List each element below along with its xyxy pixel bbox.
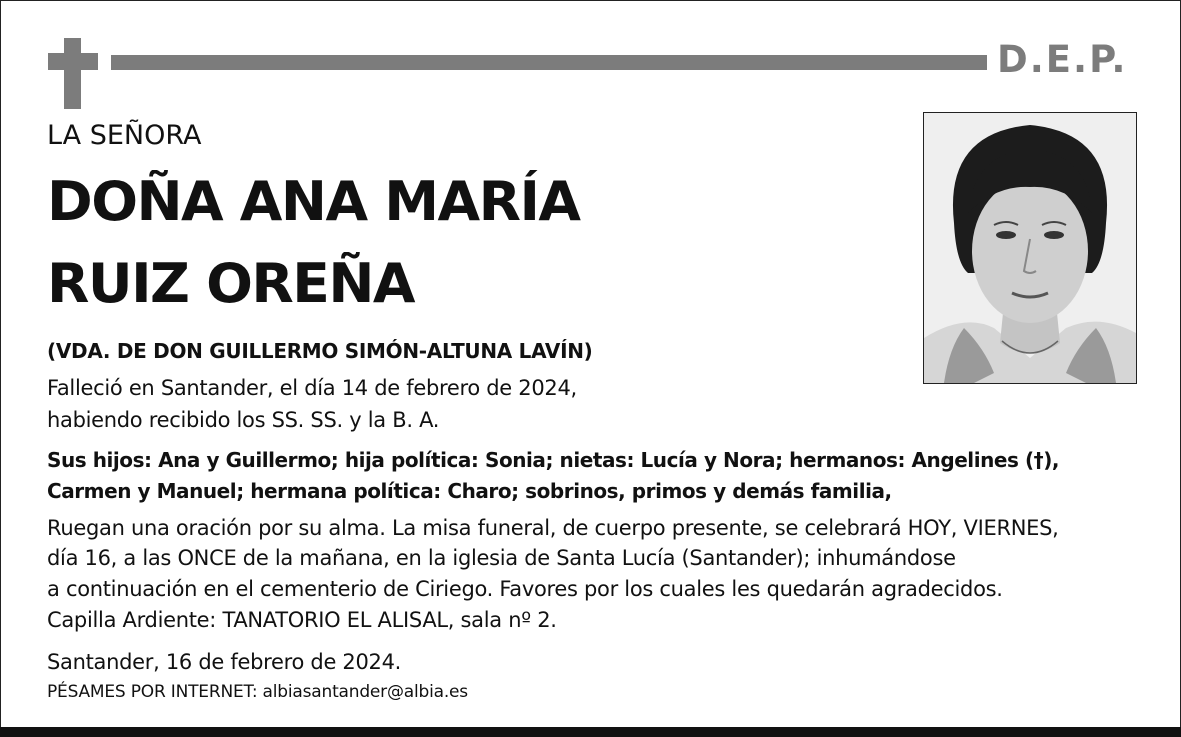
family-line2: Carmen y Manuel; hermana política: Charo; sobrinos, primos y demás familia, bbox=[47, 479, 892, 503]
header-rule bbox=[111, 55, 987, 70]
cross-icon bbox=[64, 38, 81, 109]
dep-label: D.E.P. bbox=[997, 38, 1128, 81]
service-line2: día 16, a las ONCE de la mañana, en la iglesia de Santa Lucía (Santander); inhumándose bbox=[47, 546, 956, 570]
death-info-line2: habiendo recibido los SS. SS. y la B. A. bbox=[47, 408, 440, 432]
family-line1: Sus hijos: Ana y Guillermo; hija política: Sonia; nietas: Lucía y Nora; hermanos: Angelines (†), bbox=[47, 448, 1060, 472]
deceased-name-line1: DOÑA ANA MARÍA bbox=[47, 170, 580, 233]
bottom-border bbox=[0, 727, 1181, 737]
service-line1: Ruegan una oración por su alma. La misa funeral, de cuerpo presente, se celebrará HOY, VIERNES, bbox=[47, 516, 1059, 540]
service-line3: a continuación en el cementerio de Ciriego. Favores por los cuales les quedarán agradecidos. bbox=[47, 577, 1003, 601]
date-line: Santander, 16 de febrero de 2024. bbox=[47, 650, 402, 674]
death-info-line1: Falleció en Santander, el día 14 de febrero de 2024, bbox=[47, 376, 577, 400]
widow-of: (VDA. DE DON GUILLERMO SIMÓN-ALTUNA LAVÍN) bbox=[47, 339, 593, 363]
service-line4: Capilla Ardiente: TANATORIO EL ALISAL, sala nº 2. bbox=[47, 608, 557, 632]
portrait-illustration bbox=[924, 113, 1136, 383]
deceased-name-line2: RUIZ OREÑA bbox=[47, 252, 415, 315]
honorific: LA SEÑORA bbox=[47, 120, 202, 151]
cross-icon-bar bbox=[48, 53, 98, 70]
portrait-photo bbox=[923, 112, 1137, 384]
condolences-line: PÉSAMES POR INTERNET: albiasantander@albia.es bbox=[47, 682, 468, 702]
